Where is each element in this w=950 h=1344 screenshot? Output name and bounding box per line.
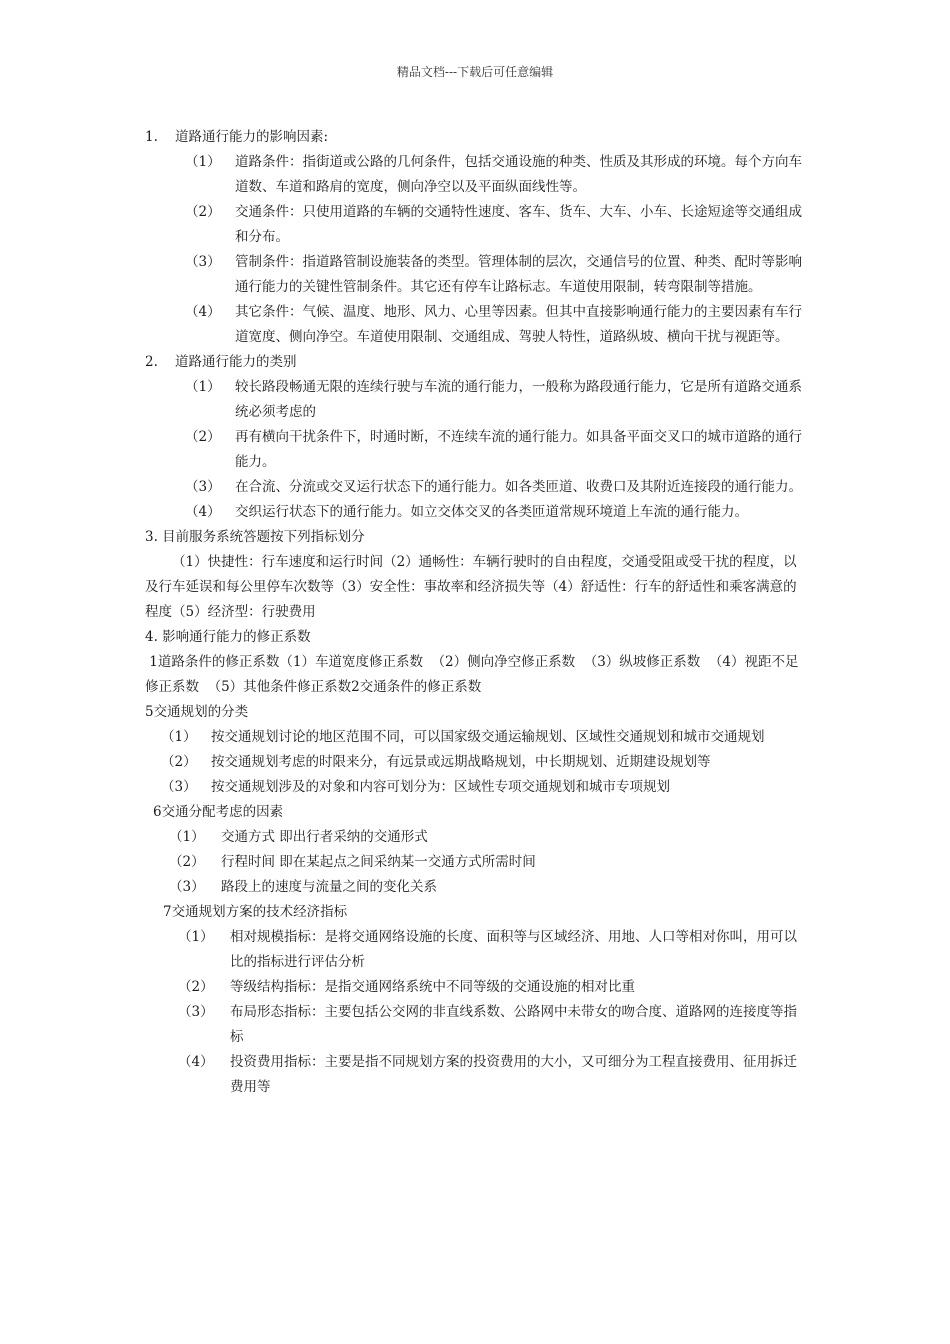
item-number: （4） [178,1054,214,1070]
section-5-title: 5交通规划的分类 [145,704,249,720]
item-number: （1） [161,729,197,745]
item-number: （1） [169,829,205,845]
item-text: 投资费用指标：主要是指不同规划方案的投资费用的大小，又可细分为工程直接费用、征用拆迁费用等 [230,1054,797,1095]
list-item [145,875,810,900]
list-item [145,1050,810,1100]
item-number: （1） [185,379,221,395]
item-text: 道路条件：指街道或公路的几何条件，包括交通设施的种类、性质及其形成的环境。每个方向车道数、车道和路肩的宽度，侧向净空以及平面纵面线性等。 [235,154,802,195]
item-text: 布局形态指标：主要包括公交网的非直线系数、公路网中未带女的吻合度、道路网的连接度等指标 [230,1004,797,1045]
list-item [145,475,810,500]
item-text: 按交通规划讨论的地区范围不同，可以国家级交通运输规划、区域性交通规划和城市交通规划 [211,729,765,745]
section-4-title: 4. 影响通行能力的修正系数 [145,629,311,645]
item-number: （3） [161,779,197,795]
item-number: （1） [178,929,214,945]
list-item [145,1000,810,1050]
item-number: （3） [185,479,221,495]
item-number: （1） [185,154,221,170]
page-header: 精品文档---下载后可任意编辑 [396,65,554,79]
item-text: 按交通规划考虑的时限来分，有远景或远期战略规划，中长期规划、近期建设规划等 [211,754,711,770]
item-number: （2） [185,429,221,445]
item-text: 管制条件：指道路管制设施装备的类型。管理体制的层次，交通信号的位置、种类、配时等影响通行能力的关键性管制条件。其它还有停车让路标志。车道使用限制，转弯限制等措施。 [235,254,802,295]
item-number: （2） [161,754,197,770]
item-text: 交织运行状态下的通行能力。如立交体交叉的各类匝道常规环境道上车流的通行能力。 [235,504,748,520]
item-text: 行程时间 即在某起点之间采纳某一交通方式所需时间 [221,854,536,870]
item-text: 路段上的速度与流量之间的变化关系 [221,879,437,895]
section-7-title: 7交通规划方案的技术经济指标 [163,904,348,920]
list-item [145,825,810,850]
list-item [145,375,810,425]
list-item [145,975,810,1000]
item-number: （2） [169,854,205,870]
section-4-paragraph: 1道路条件的修正系数（1）车道宽度修正系数 （2）侧向净空修正系数 （3）纵坡修正系数 （4）视距不足修正系数 （5）其他条件修正系数2交通条件的修正系数 [145,654,799,695]
item-text: 交通条件：只使用道路的车辆的交通特性速度、客车、货车、大车、小车、长途短途等交通组成和分布。 [235,204,802,245]
item-text: 等级结构指标：是指交通网络系统中不同等级的交通设施的相对比重 [230,979,635,995]
item-number: （4） [185,304,221,320]
section-1-title: 1. 道路通行能力的影响因素: [145,129,329,145]
item-number: （2） [185,204,221,220]
item-text: 按交通规划涉及的对象和内容可划分为：区域性专项交通规划和城市专项规划 [211,779,670,795]
item-text: 其它条件：气候、温度、地形、风力、心里等因素。但其中直接影响通行能力的主要因素有车行道宽度、侧向净空。车道使用限制、交通组成、驾驶人特性，道路纵坡、横向干扰与视距等。 [235,304,802,345]
list-item [145,200,810,250]
section-3-title: 3. 目前服务系统答题按下列指标划分 [145,529,365,545]
list-item [145,750,810,775]
item-text: 交通方式 即出行者采纳的交通形式 [221,829,428,845]
item-text: 相对规模指标：是将交通网络设施的长度、面积等与区域经济、用地、人口等相对你叫，用可以比的指标进行评估分析 [230,929,797,970]
item-text: 较长路段畅通无限的连续行驶与车流的通行能力，一般称为路段通行能力，它是所有道路交通系统必须考虑的 [235,379,802,420]
list-item [145,925,810,975]
document-body [145,125,810,1100]
item-number: （3） [185,254,221,270]
item-text: 在合流、分流或交叉运行状态下的通行能力。如各类匝道、收费口及其附近连接段的通行能力。 [235,479,802,495]
item-number: （4） [185,504,221,520]
list-item [145,425,810,475]
list-item [145,300,810,350]
list-item [145,150,810,200]
section-6-title: 6交通分配考虑的因素 [153,804,284,820]
list-item [145,725,810,750]
section-2-title: 2. 道路通行能力的类别 [145,354,297,370]
list-item [145,850,810,875]
list-item [145,250,810,300]
item-number: （2） [178,979,214,995]
item-text: 再有横向干扰条件下，时通时断，不连续车流的通行能力。如具备平面交叉口的城市道路的通行能力。 [235,429,802,470]
section-3-paragraph: （1）快捷性：行车速度和运行时间（2）通畅性：车辆行驶时的自由程度，交通受阻或受干扰的程度，以及行车延误和每公里停车次数等（3）安全性：事故率和经济损失等（4）舒适性：行车的舒适性和乘客满意的程度（5）经济型：行驶费用 [145,554,797,620]
item-number: （3） [178,1004,214,1020]
list-item [145,500,810,525]
item-number: （3） [169,879,205,895]
list-item [145,775,810,800]
